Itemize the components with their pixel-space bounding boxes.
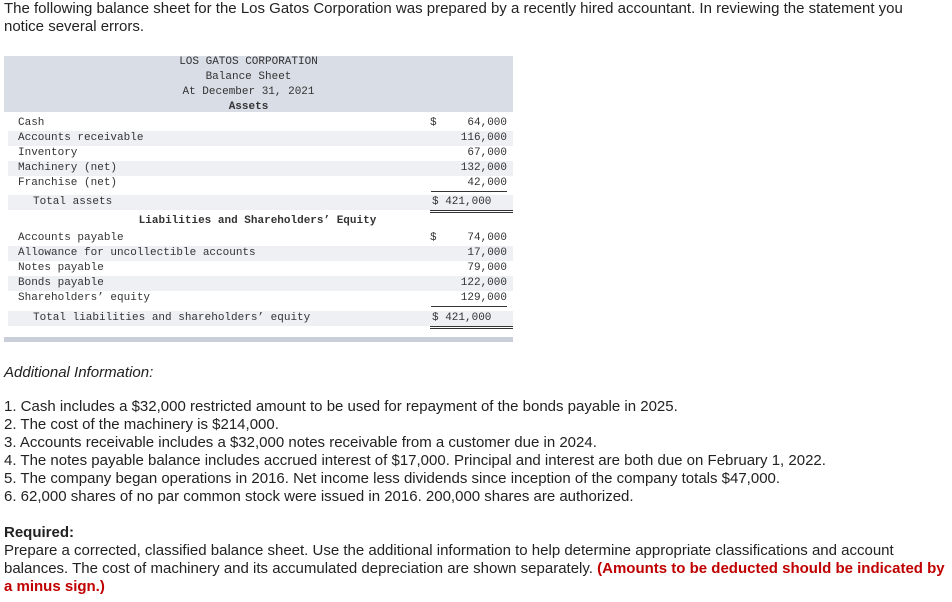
total-assets-row [8, 195, 513, 210]
additional-info-list [4, 398, 826, 506]
row-amount: 132,000 [460, 162, 507, 174]
dollar-sign: $ [430, 232, 437, 244]
liability-row [8, 246, 513, 261]
row-amount: 17,000 [467, 247, 507, 259]
statement-date: At December 31, 2021 [182, 86, 315, 98]
row-label: Notes payable [18, 262, 104, 274]
list-item: 6. 62,000 shares of no par common stock were issued in 2016. 200,000 shares are authorized. [4, 488, 634, 505]
total-liabilities-row [8, 311, 513, 326]
row-label: Total liabilities and shareholders’ equity [33, 312, 311, 324]
row-amount: 67,000 [467, 147, 507, 159]
row-amount: 64,000 [467, 117, 507, 129]
row-label: Bonds payable [18, 277, 104, 289]
required-text [4, 542, 948, 596]
liability-row [8, 276, 513, 291]
row-amount: 116,000 [460, 132, 507, 144]
asset-row [8, 131, 513, 146]
row-label: Cash [18, 117, 45, 129]
row-amount: 74,000 [467, 232, 507, 244]
row-amount: 122,000 [460, 277, 507, 289]
row-label: Franchise (net) [18, 177, 118, 189]
asset-row [8, 146, 513, 161]
row-label: Inventory [18, 147, 78, 159]
balance-sheet [4, 56, 513, 342]
list-item: 1. Cash includes a $32,000 restricted amount to be used for repayment of the bonds payable in 2025. [4, 398, 678, 415]
row-label: Allowance for uncollectible accounts [18, 247, 256, 259]
row-amount: 42,000 [431, 176, 507, 192]
liability-row [8, 231, 513, 246]
row-label: Accounts payable [18, 232, 124, 244]
row-amount: 129,000 [431, 291, 507, 307]
list-item: 3. Accounts receivable includes a $32,000 notes receivable from a customer due in 2024. [4, 434, 597, 451]
list-item: 4. The notes payable balance includes accrued interest of $17,000. Principal and interest are both due on February 1, 2022. [4, 452, 826, 469]
list-item: 2. The cost of the machinery is $214,000. [4, 416, 279, 433]
asset-row [8, 176, 513, 191]
row-label: Total assets [33, 196, 113, 208]
required-instructions: Prepare a corrected, classified balance sheet. Use the additional information to help determine appropriate classifications and account balances. The cost of machinery and its accumulated depreciation are shown separately. [4, 542, 894, 577]
row-amount: $ 421,000 [430, 195, 513, 213]
liability-row [8, 261, 513, 276]
intro-text: The following balance sheet for the Los Gatos Corporation was prepared by a recently hired accountant. In reviewing the statement you notice several errors. [4, 0, 903, 35]
additional-info-title: Additional Information: [4, 364, 154, 381]
row-amount: 79,000 [467, 262, 507, 274]
assets-heading: Assets [228, 101, 269, 113]
row-label: Machinery (net) [18, 162, 118, 174]
liability-row [8, 291, 513, 306]
list-item: 5. The company began operations in 2016. Net income less dividends since inception of the company totals $47,000. [4, 470, 781, 487]
liabilities-heading: Liabilities and Shareholders’ Equity [138, 215, 377, 227]
sheet-footer-bar [4, 337, 513, 342]
required-title: Required: [4, 524, 75, 541]
row-label: Accounts receivable [18, 132, 144, 144]
asset-row [8, 161, 513, 176]
company-name: LOS GATOS CORPORATION [179, 56, 318, 68]
statement-title: Balance Sheet [205, 71, 292, 83]
row-label: Shareholders’ equity [18, 292, 151, 304]
required-note: (Amounts to be deducted should be indicated by a minus sign.) [4, 560, 945, 595]
asset-row [8, 116, 513, 131]
dollar-sign: $ [430, 117, 437, 129]
row-amount: $ 421,000 [430, 311, 513, 329]
